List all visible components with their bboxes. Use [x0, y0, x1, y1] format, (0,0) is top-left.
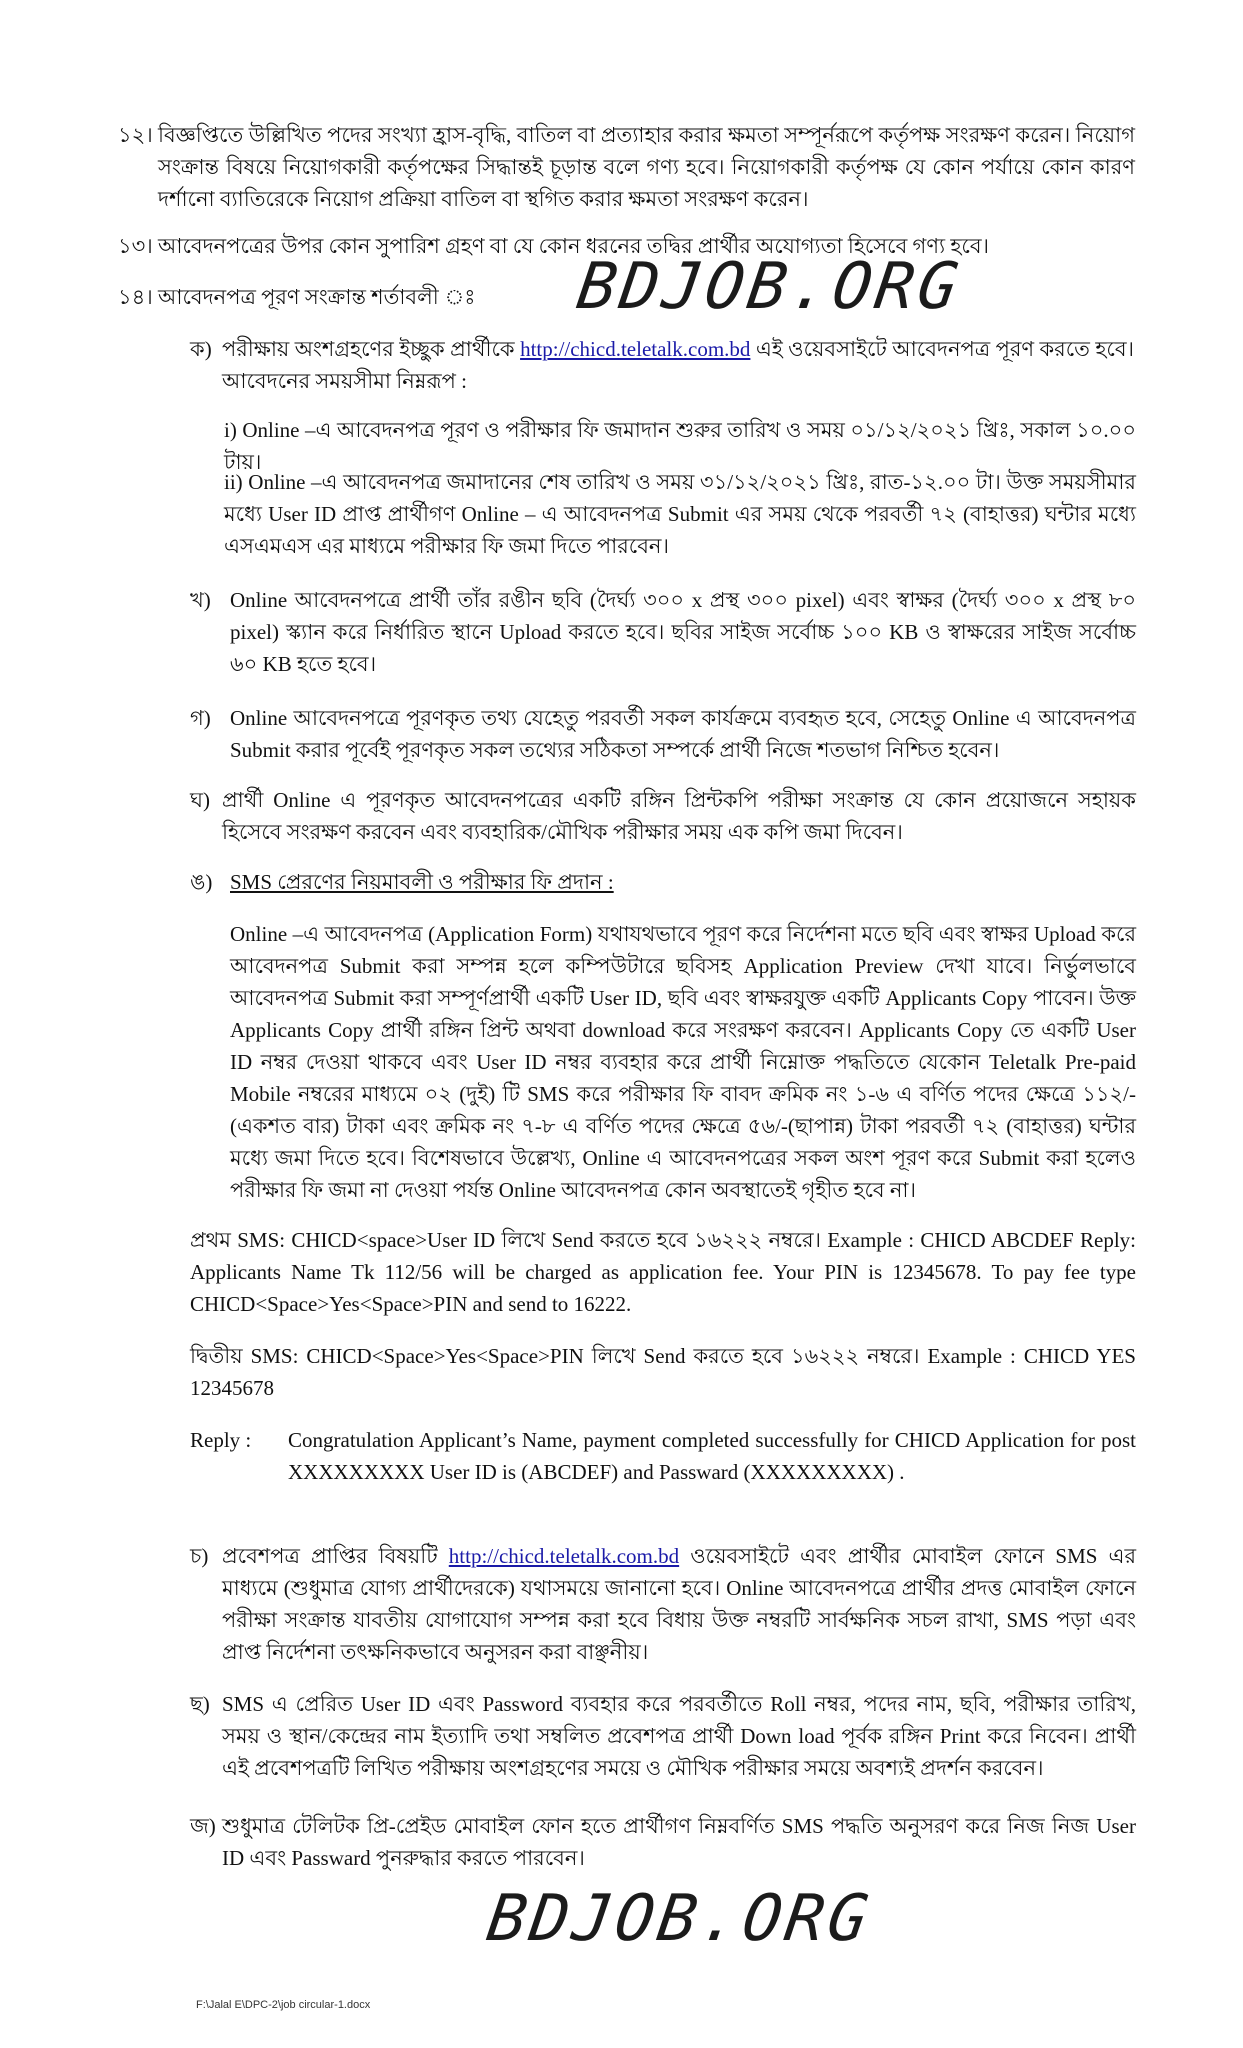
item-kha-label: খ) — [190, 588, 211, 612]
clause-14-title: আবেদনপত্র পূরণ সংক্রান্ত শর্তাবলী ঃ — [158, 285, 476, 309]
clause-12-number: ১২। — [118, 123, 153, 147]
online-start-date: i) Online –এ আবেদনপত্র পূরণ ও পরীক্ষার ফি জমাদান শুরুর তারিখ ও সময় ০১/১২/২০২১ খ্রিঃ, সকাল ১০.০০ টায়। — [224, 418, 1136, 474]
clause-13-number: ১৩। — [118, 234, 153, 258]
item-ka-text — [222, 333, 1134, 397]
item-chha-label: ছ) — [190, 1692, 210, 1716]
item-cha-label: চ) — [190, 1544, 209, 1568]
item-ja-label: জ) — [190, 1814, 216, 1838]
item-cha-pre: প্রবেশপত্র প্রাপ্তির বিষয়টি — [222, 1544, 438, 1568]
reply-label: Reply : — [190, 1428, 252, 1452]
clause-14-number: ১৪। — [118, 285, 153, 309]
item-uma-title: SMS প্রেরণের নিয়মাবলী ও পরীক্ষার ফি প্রদান : — [230, 870, 614, 894]
watermark-bottom: BDJOB.ORG — [482, 1882, 876, 1956]
teletalk-link-2[interactable]: http://chicd.teletalk.com.bd — [448, 1544, 680, 1568]
footer-file-path: F:\Jalal E\DPC-2\job circular-1.docx — [196, 1999, 371, 2011]
clause-13-text: আবেদনপত্রের উপর কোন সুপারিশ গ্রহণ বা যে কোন ধরনের তদ্বির প্রার্থীর অযোগ্যতা হিসেবে গণ্য হবে। — [158, 234, 990, 258]
item-cha-text — [222, 1540, 1136, 1668]
reply-text: Congratulation Applicant’s Name, payment completed successfully for CHICD Application for post XXXXXXXXX User ID is (ABCDEF) and Passward (XXXXXXXXX) . — [288, 1428, 1136, 1484]
item-kha-text: Online আবেদনপত্রে প্রার্থী তাঁর রঙীন ছবি (দৈর্ঘ্য ৩০০ x প্রস্থ ৩০০ pixel) এবং স্বাক্ষর (দৈর্ঘ্য ৩০০ x প্রস্থ ৮০ pixel) স্ক্যান করে নির্ধারিত স্থানে Upload করতে হবে। ছবির সাইজ সর্বোচ্চ ১০০ KB ও স্বাক্ষরের সাইজ সর্বোচ্চ ৬০ KB হতে হবে। — [230, 588, 1136, 676]
item-chha-text: SMS এ প্রেরিত User ID এবং Password ব্যবহার করে পরবর্তীতে Roll নম্বর, পদের নাম, ছবি, পরীক্ষার তারিখ, সময় ও স্থান/কেন্দ্রের নাম ইত্যাদি তথা সম্বলিত প্রবেশপত্র প্রার্থী Down load পূর্বক রঙ্গিন Print করে নিবেন। প্রার্থী এই প্রবেশপত্রটি লিখিত পরীক্ষায় অংশগ্রহণের সময়ে ও মৌখিক পরীক্ষার সময়ে অবশ্যই প্রদর্শন করবেন। — [222, 1692, 1136, 1780]
sms-first: প্রথম SMS: CHICD<space>User ID লিখে Send করতে হবে ১৬২২২ নম্বরে। Example : CHICD ABCDEF Reply: Applicants Name Tk 112/56 will be charged as application fee. Your PIN is 12345678. To pay fee type CHICD<Space>Yes<Space>PIN and send to 16222. — [190, 1228, 1136, 1316]
online-end-date: ii) Online –এ আবেদনপত্র জমাদানের শেষ তারিখ ও সময় ৩১/১২/২০২১ খ্রিঃ, রাত-১২.০০ টা। উক্ত সময়সীমার মধ্যে User ID প্রাপ্ত প্রার্থীগণ Online – এ আবেদনপত্র Submit এর সময় থেকে পরবর্তী ৭২ (বাহাত্তর) ঘন্টার মধ্যে এসএমএস এর মাধ্যমে পরীক্ষার ফি জমা দিতে পারবেন। — [224, 470, 1136, 558]
item-gha-label: ঘ) — [190, 788, 210, 812]
teletalk-link-1[interactable]: http://chicd.teletalk.com.bd — [520, 337, 751, 361]
item-ja-text: শুধুমাত্র টেলিটক প্রি-প্রেইড মোবাইল ফোন হতে প্রার্থীগণ নিম্নবর্ণিত SMS পদ্ধতি অনুসরণ করে নিজ নিজ User ID এবং Passward পুনরুদ্ধার করতে পারবেন। — [222, 1814, 1136, 1870]
clause-12-text: বিজ্ঞপ্তিতে উল্লিখিত পদের সংখ্যা হ্রাস-বৃদ্ধি, বাতিল বা প্রত্যাহার করার ক্ষমতা সম্পূর্নরূপে কর্তৃপক্ষ সংরক্ষণ করেন। নিয়োগ সংক্রান্ত বিষয়ে নিয়োগকারী কর্তৃপক্ষের সিদ্ধান্তই চূড়ান্ত বলে গণ্য হবে। নিয়োগকারী কর্তৃপক্ষ যে কোন পর্যায়ে কোন কারণ দর্শানো ব্যাতিরেকে নিয়োগ প্রক্রিয়া বাতিল বা স্থগিত করার ক্ষমতা সংরক্ষণ করেন। — [158, 123, 1135, 211]
watermark-top: BDJOB.ORG — [572, 250, 966, 324]
item-ga-label: গ) — [190, 706, 211, 730]
item-uma-label: ঙ) — [190, 870, 213, 894]
item-ka-label: ক) — [190, 337, 212, 361]
item-ka-pre: পরীক্ষায় অংশগ্রহণের ইচ্ছুক প্রার্থীকে — [222, 337, 515, 361]
item-cha-post: ওয়েবসাইটে এবং প্রার্থীর মোবাইল ফোনে SMS এর মাধ্যমে (শুধুমাত্র যোগ্য প্রার্থীদেরকে) যথাসময়ে জানানো হবে। Online আবেদনপত্রে প্রার্থীর প্রদত্ত মোবাইল ফোনে পরীক্ষা সংক্রান্ত যাবতীয় যোগাযোগ সম্পন্ন করা হবে বিধায় উক্ত নম্বরটি সার্বক্ষনিক সচল রাখা, SMS পড়া এবং প্রাপ্ত নির্দেশনা তৎক্ষনিকভাবে অনুসরন করা বাঞ্ছনীয়। — [222, 1544, 1137, 1664]
item-gha-text: প্রার্থী Online এ পূরণকৃত আবেদনপত্রের একটি রঙ্গিন প্রিন্টকপি পরীক্ষা সংক্রান্ত যে কোন প্রয়োজনে সহায়ক হিসেবে সংরক্ষণ করবেন এবং ব্যবহারিক/মৌখিক পরীক্ষার সময় এক কপি জমা দিবেন। — [222, 788, 1136, 844]
item-ka-post: এই ওয়েবসাইটে আবেদনপত্র পূরণ করতে হবে। আবেদনের সময়সীমা নিম্নরূপ : — [222, 337, 1135, 393]
item-uma-text: Online –এ আবেদনপত্র (Application Form) যথাযথভাবে পূরণ করে নির্দেশনা মতে ছবি এবং স্বাক্ষর Upload করে আবেদনপত্র Submit করা সম্পন্ন হলে কম্পিউটারে ছবিসহ Application Preview দেখা যাবে। নির্ভুলভাবে আবেদনপত্র Submit করা সম্পূর্ণপ্রার্থী একটি User ID, ছবি এবং স্বাক্ষরযুক্ত একটি Applicants Copy পাবেন। উক্ত Applicants Copy প্রার্থী রঙ্গিন প্রিন্ট অথবা download করে সংরক্ষণ করবেন। Applicants Copy তে একটি User ID নম্বর দেওয়া থাকবে এবং User ID নম্বর ব্যবহার করে প্রার্থী নিম্নোক্ত পদ্ধতিতে যেকোন Teletalk Pre-paid Mobile নম্বরের মাধ্যমে ০২ (দুই) টি SMS করে পরীক্ষার ফি বাবদ ক্রমিক নং ১-৬ এ বর্ণিত পদের ক্ষেত্রে ১১২/-(একশত বার) টাকা এবং ক্রমিক নং ৭-৮ এ বর্ণিত পদের ক্ষেত্রে ৫৬/-(ছাপান্ন) টাকা পরবর্তী ৭২ (বাহাত্তর) ঘন্টার মধ্যে জমা দিতে হবে। বিশেষভাবে উল্লেখ্য, Online এ আবেদনপত্রের সকল অংশ পূরণ করে Submit করা হলেও পরীক্ষার ফি জমা না দেওয়া পর্যন্ত Online আবেদনপত্র কোন অবস্থাতেই গৃহীত হবে না। — [230, 922, 1136, 1202]
item-ga-text: Online আবেদনপত্রে পূরণকৃত তথ্য যেহেতু পরবর্তী সকল কার্যক্রমে ব্যবহৃত হবে, সেহেতু Online এ আবেদনপত্র Submit করার পূর্বেই পূরণকৃত সকল তথ্যের সঠিকতা সম্পর্কে প্রার্থী নিজে শতভাগ নিশ্চিত হবেন। — [230, 706, 1136, 762]
sms-second: দ্বিতীয় SMS: CHICD<Space>Yes<Space>PIN লিখে Send করতে হবে ১৬২২২ নম্বরে। Example : CHICD YES 12345678 — [190, 1344, 1136, 1400]
